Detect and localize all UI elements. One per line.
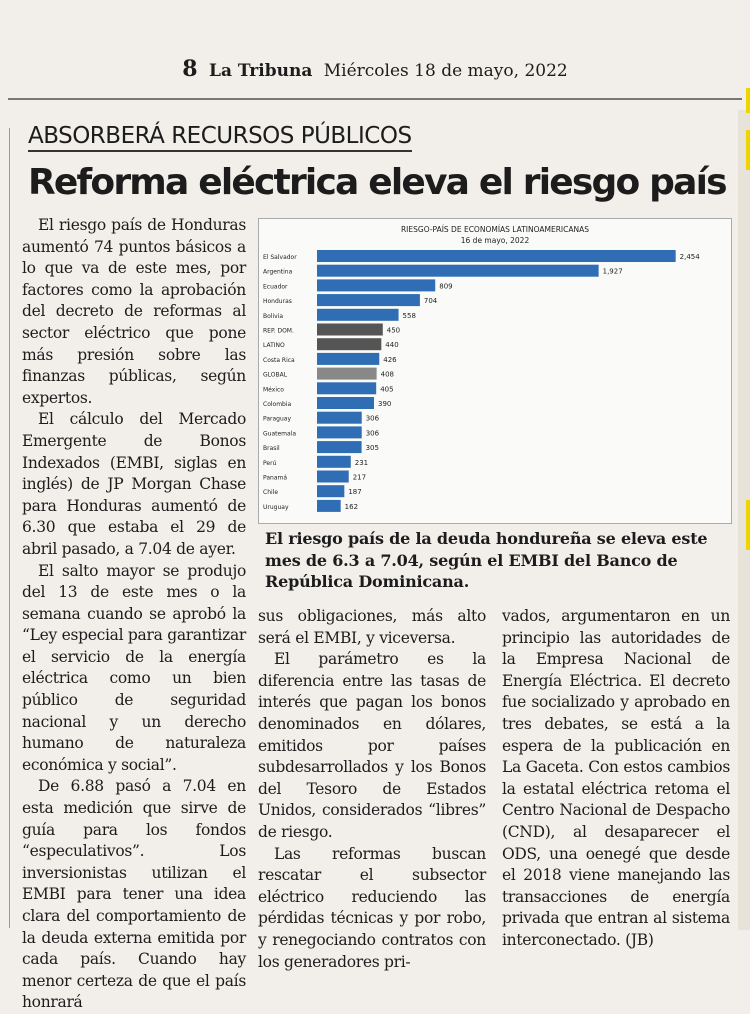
bar-argentina xyxy=(317,265,599,277)
bar-global xyxy=(317,368,377,380)
category-label: Panamá xyxy=(263,474,288,482)
paragraph: El cálculo del Mercado Emergente de Bonos Indexados (EMBI, siglas en inglés) de JP Morgan Chase para Honduras aumentó de 6.30 que estaba el 29 de abril pasado, a 7.04 de ayer. xyxy=(22,410,246,558)
page-number: 8 xyxy=(182,56,198,82)
bar-per- xyxy=(317,456,351,468)
bar-costa-rica xyxy=(317,353,379,365)
value-label: 306 xyxy=(365,414,380,423)
article-headline: Reforma eléctrica eleva el riesgo país xyxy=(28,162,726,203)
category-label: Brasil xyxy=(263,445,280,453)
article-column-3 xyxy=(502,606,730,952)
category-label: Uruguay xyxy=(263,503,289,511)
category-label: Argentina xyxy=(263,268,293,276)
highlight-mark xyxy=(746,88,750,113)
category-label: Paraguay xyxy=(263,415,292,423)
page-header xyxy=(0,56,750,82)
category-label: Costa Rica xyxy=(263,356,295,364)
value-label: 231 xyxy=(354,458,369,467)
category-label: Bolivia xyxy=(263,312,284,320)
paragraph: El riesgo país de Honduras aumentó 74 puntos básicos a lo que va de este mes, por factores como la aprobación del decreto de reformas al sector eléctrico que pone más presión sobre las finanzas públicas, según expertos. xyxy=(22,216,246,407)
value-label: 408 xyxy=(380,370,395,379)
category-label: REP. DOM. xyxy=(263,327,294,335)
category-label: LATINO xyxy=(263,342,285,350)
chart-title: RIESGO-PAÍS DE ECONOMÍAS LATINOAMERICANAS xyxy=(400,225,590,234)
value-label: 390 xyxy=(378,400,392,408)
category-label: Perú xyxy=(263,459,277,467)
article-column-2 xyxy=(258,606,486,973)
value-label: 187 xyxy=(348,488,362,497)
value-label: 405 xyxy=(380,385,394,394)
bar-honduras xyxy=(317,294,420,306)
bar-chile xyxy=(317,485,344,497)
value-label: 1,927 xyxy=(602,267,623,276)
bar-latino xyxy=(317,338,381,350)
chart-caption: El riesgo país de la deuda hondureña se eleva este mes de 6.3 a 7.04, según el EMBI del Banco de República Dominicana. xyxy=(265,529,708,591)
bar-el-salvador xyxy=(317,250,676,262)
bar-bolivia xyxy=(317,309,399,321)
value-label: 440 xyxy=(385,341,399,350)
value-label: 306 xyxy=(365,429,380,438)
value-label: 426 xyxy=(383,355,397,364)
paragraph: El parámetro es la diferencia entre las tasas de interés que pagan los bonos denominados en dólares, emitidos por países subdesarrollados y los Bonos del Tesoro de Estados Unidos, considerados “libres” de riesgo. xyxy=(258,650,486,841)
highlight-mark xyxy=(746,500,750,550)
paragraph: El salto mayor se produjo del 13 de este mes o la semana cuando se aprobó la “Ley especial para garantizar el servicio de la energía eléctrica como un bien público de seguridad nacional y un derecho humano de naturaleza económica y social”. xyxy=(22,561,246,774)
bar-brasil xyxy=(317,441,362,453)
paragraph: sus obligaciones, más alto será el EMBI, y viceversa. xyxy=(258,607,486,647)
bar-colombia xyxy=(317,397,374,409)
paragraph: De 6.88 pasó a 7.04 en esta medición que sirve de guía para los fondos “especulativos”. Los inversionistas utilizan el EMBI para tener una idea clara del comportamiento de la deuda externa emitida por cada país. Cuando hay menor certeza de que el país honrará xyxy=(22,777,246,1012)
bar-guatemala xyxy=(317,426,362,438)
category-label: México xyxy=(263,386,284,394)
highlight-mark xyxy=(746,130,750,170)
category-label: Chile xyxy=(263,489,279,497)
category-label: El Salvador xyxy=(263,254,297,261)
bar-ecuador xyxy=(317,279,435,291)
category-label: Honduras xyxy=(263,298,292,306)
header-rule xyxy=(8,98,742,100)
value-label: 704 xyxy=(423,297,438,306)
risk-chart-svg xyxy=(259,219,731,523)
value-label: 217 xyxy=(352,473,367,482)
risk-chart xyxy=(258,218,732,524)
bar-paraguay xyxy=(317,412,362,424)
category-label: GLOBAL xyxy=(263,371,288,379)
bar-panam- xyxy=(317,471,349,483)
article-column-1 xyxy=(22,215,246,1014)
value-label: 809 xyxy=(439,282,453,291)
bar-uruguay xyxy=(317,500,341,512)
paragraph: vados, argumentaron en un principio las autoridades de la Empresa Nacional de Energía Eléctrica. El decreto fue socializado y aprobado en tres debates, se está a la espera de la publicación en La Gaceta. Con estos cambios la estatal eléctrica retoma el Centro Nacional de Despacho (CND), al desaparecer el ODS, una oenegé que desde el 2018 viene manejando las transacciones de energía privada que entran al sistema interconectado. (JB) xyxy=(502,607,730,949)
value-label: 2,454 xyxy=(679,253,700,261)
value-label: 450 xyxy=(386,326,401,335)
category-label: Ecuador xyxy=(263,283,288,291)
value-label: 305 xyxy=(365,444,379,453)
value-label: 558 xyxy=(402,311,416,320)
publication-name: La Tribuna xyxy=(209,61,313,81)
column-divider xyxy=(9,128,10,928)
paragraph: Las reformas buscan rescatar el subsector eléctrico reduciendo las pérdidas técnicas y por robo, y renegociando contratos con los generadores pri- xyxy=(258,844,486,971)
article-kicker: ABSORBERÁ RECURSOS PÚBLICOS xyxy=(28,123,412,152)
bar-m-xico xyxy=(317,382,376,394)
value-label: 162 xyxy=(344,502,359,511)
bar-rep-dom- xyxy=(317,324,383,336)
issue-date: Miércoles 18 de mayo, 2022 xyxy=(323,61,568,81)
category-label: Colombia xyxy=(263,401,292,408)
category-label: Guatemala xyxy=(263,430,297,438)
chart-subtitle: 16 de mayo, 2022 xyxy=(460,236,530,245)
